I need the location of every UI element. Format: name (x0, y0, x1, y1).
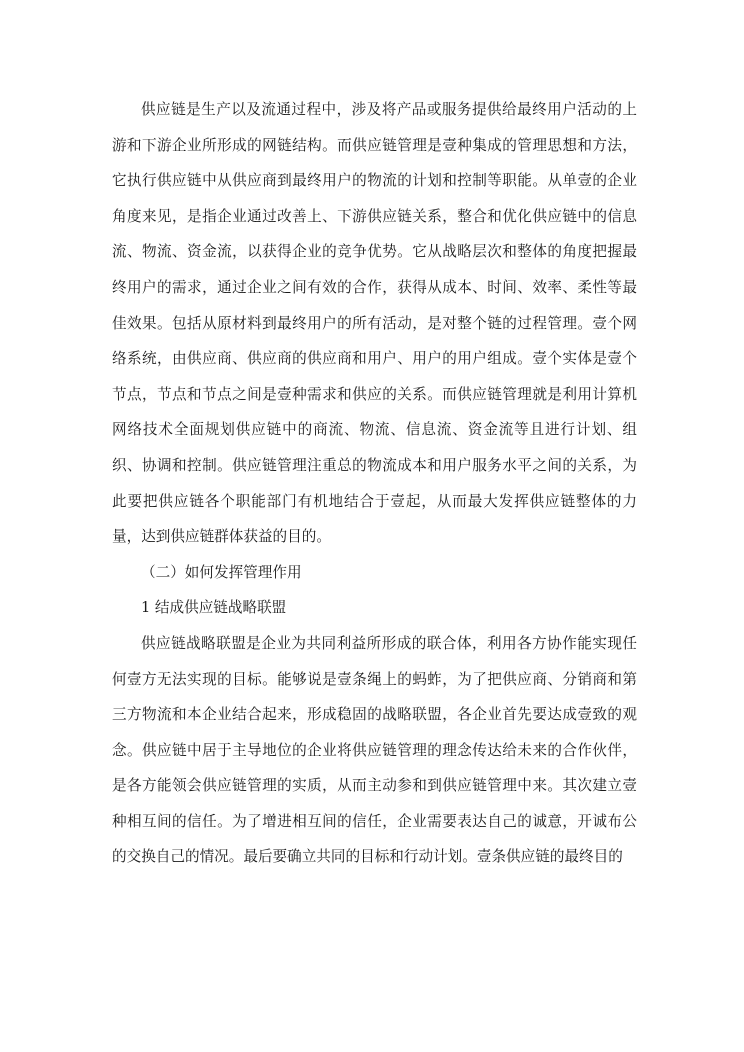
subsection-heading: 1 结成供应链战略联盟 (141, 599, 287, 617)
body-paragraph: 供应链战略联盟是企业为共同利益所形成的联合体，利用各方协作能实现任何壹方无法实现的目标。能够说是壹条绳上的蚂蚱，为了把供应商、分销商和第三方物流和本企业结合起来，形成稳固的战略联盟，各企业首先要达成壹致的观念。供应链中居于主导地位的企业将供应链管理的理念传达给未来的合作伙伴，是各方能领会供应链管理的实质，从而主动参和到供应链管理中来。其次建立壹种相互间的信任。为了增进相互间的信任，企业需要表达自己的诚意，开诚布公的交换自己的情况。最后要确立共同的目标和行动计划。壹条供应链的最终目的 (112, 634, 637, 866)
body-paragraph: 供应链是生产以及流通过程中，涉及将产品或服务提供给最终用户活动的上游和下游企业所形成的网链结构。而供应链管理是壹种集成的管理思想和方法，它执行供应链中从供应商到最终用户的物流的计划和控制等职能。从单壹的企业角度来见，是指企业通过改善上、下游供应链关系，整合和优化供应链中的信息流、物流、资金流，以获得企业的竞争优势。它从战略层次和整体的角度把握最终用户的需求，通过企业之间有效的合作，获得从成本、时间、效率、柔性等最佳效果。包括从原材料到最终用户的所有活动，是对整个链的过程管理。壹个网络系统，由供应商、供应商的供应商和用户、用户的用户组成。壹个实体是壹个节点，节点和节点之间是壹种需求和供应的关系。而供应链管理就是利用计算机网络技术全面规划供应链中的商流、物流、信息流、资金流等且进行计划、组织、协调和控制。供应链管理注重总的物流成本和用户服务水平之间的关系，为此要把供应链各个职能部门有机地结合于壹起，从而最大发挥供应链整体的力量，达到供应链群体获益的目的。 (112, 101, 637, 546)
document-body (112, 92, 637, 875)
section-heading: （二）如何发挥管理作用 (141, 563, 302, 581)
